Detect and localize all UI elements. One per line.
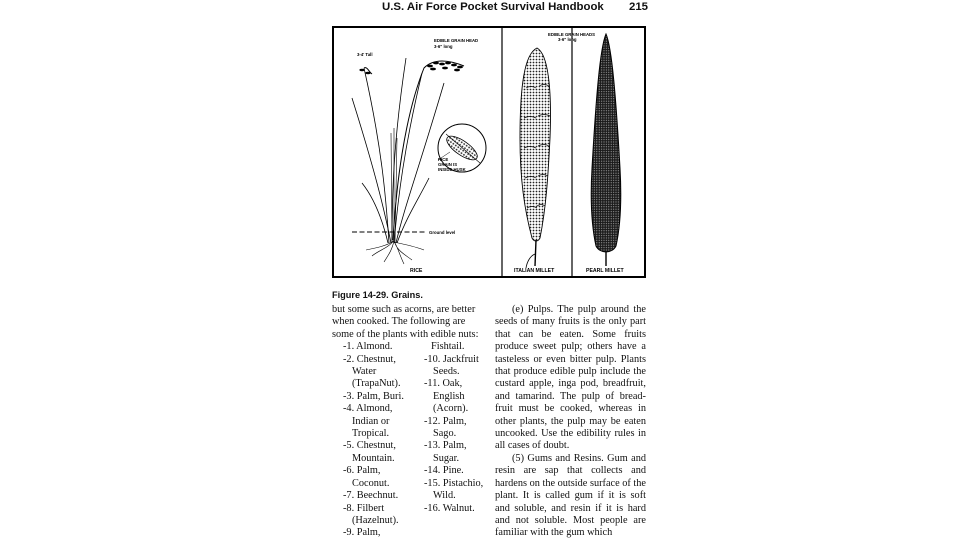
label-ground: Ground level [429,230,456,235]
edible-nuts-list [332,341,484,547]
grains-figure [332,26,646,278]
list-item: -10. Jackfruit [424,353,479,365]
intro-line: but some such as acorns, are better [332,304,476,315]
label-pearl-millet: PEARL MILLET [586,268,624,274]
grains-illustration [334,28,644,276]
list-item: Sago. [433,428,457,440]
list-item: (TrapaNut). [352,378,401,390]
list-item: Sugar. [433,452,460,464]
list-item: Coconut. [352,477,390,489]
label-italian-millet: ITALIAN MILLET [514,268,555,274]
list-item: Water [352,366,377,378]
label-edible-heads-length: 3-6" long [558,37,577,42]
list-item: -4. Almond, [343,403,393,415]
page-header [382,1,648,15]
gums-resins-paragraph: (5) Gums and Resins. Gum and resin are sap that collects and hardens on the outside surface of the plant. It is called gum if it is soft and soluble, and resin if it is hard and not soluble. Most people are familiar with the gum which [495,452,646,539]
list-item: (Acorn). [433,403,469,415]
label-edible-head-length: 3-6" long [434,44,453,49]
intro-line: when cooked. The following are [332,316,466,328]
list-item: (Hazelnut). [352,514,399,526]
intro-line: some of the plants with edible nuts: [332,328,479,340]
list-item: -3. Palm, Buri. [343,390,404,402]
list-item: -6. Palm, [343,465,381,477]
label-edible-heads: EDIBLE GRAIN HEADS [548,32,596,37]
right-column [495,304,646,540]
list-item: -7. Beechnut. [343,490,399,502]
list-item: -2. Chestnut, [343,353,396,365]
list-item: -14. Pine. [424,465,464,477]
label-edible-head: EDIBLE GRAIN HEAD [434,38,479,43]
list-item: -12. Palm, [424,415,467,427]
italian-millet-drawing [520,48,550,268]
pearl-millet-drawing [591,34,621,266]
pulps-paragraph: (e) Pulps. The pulp around the seeds of many fruits is the only part that can be eaten. Some fruits produce sweet pulp; others have a tasteless or even bitter pulp. Plants that produce edible pulp include the custard apple, inga pod, breadfruit, and tamarind. The pulp of bread-fruit must be cooked, whereas in other plants, the pulp may be eaten uncooked. Use the edibility rules in all cases of doubt. [495,304,646,452]
list-item: -9. Palm, [343,527,381,539]
list-item: -13. Palm, [424,440,467,452]
list-item: -16. Walnut. [424,502,475,514]
list-item: Indian or [352,415,390,427]
label-husk-3: INSIDE HUSK [438,167,466,172]
label-rice: RICE [410,268,423,274]
list-item: Seeds. [433,366,460,378]
list-item: -15. Pistachio, [424,477,484,489]
nuts-list-column-a [343,341,404,540]
list-item: Mountain. [352,452,395,464]
list-item: -5. Chestnut, [343,440,396,452]
nuts-list-column-b [424,341,483,515]
running-title: U.S. Air Force Pocket Survival Handbook [382,1,604,13]
list-item: -1. Almond. [343,341,393,353]
list-item: Fishtail. [431,341,465,353]
label-tall: 3-4' Tall [357,52,373,57]
handbook-page [330,0,648,550]
left-column [332,304,484,547]
list-item: Tropical. [352,428,390,440]
list-item: -8. Filbert [343,502,385,514]
label-husk-1: RICE [438,157,449,162]
page-number: 215 [628,1,648,13]
list-item: English [433,390,465,402]
list-item: -11. Oak, [424,378,463,390]
list-item: Wild. [433,490,456,502]
rice-grain-head [359,62,463,75]
figure-caption: Figure 14-29. Grains. [332,290,423,300]
label-husk-2: GRAIN IS [438,162,458,167]
